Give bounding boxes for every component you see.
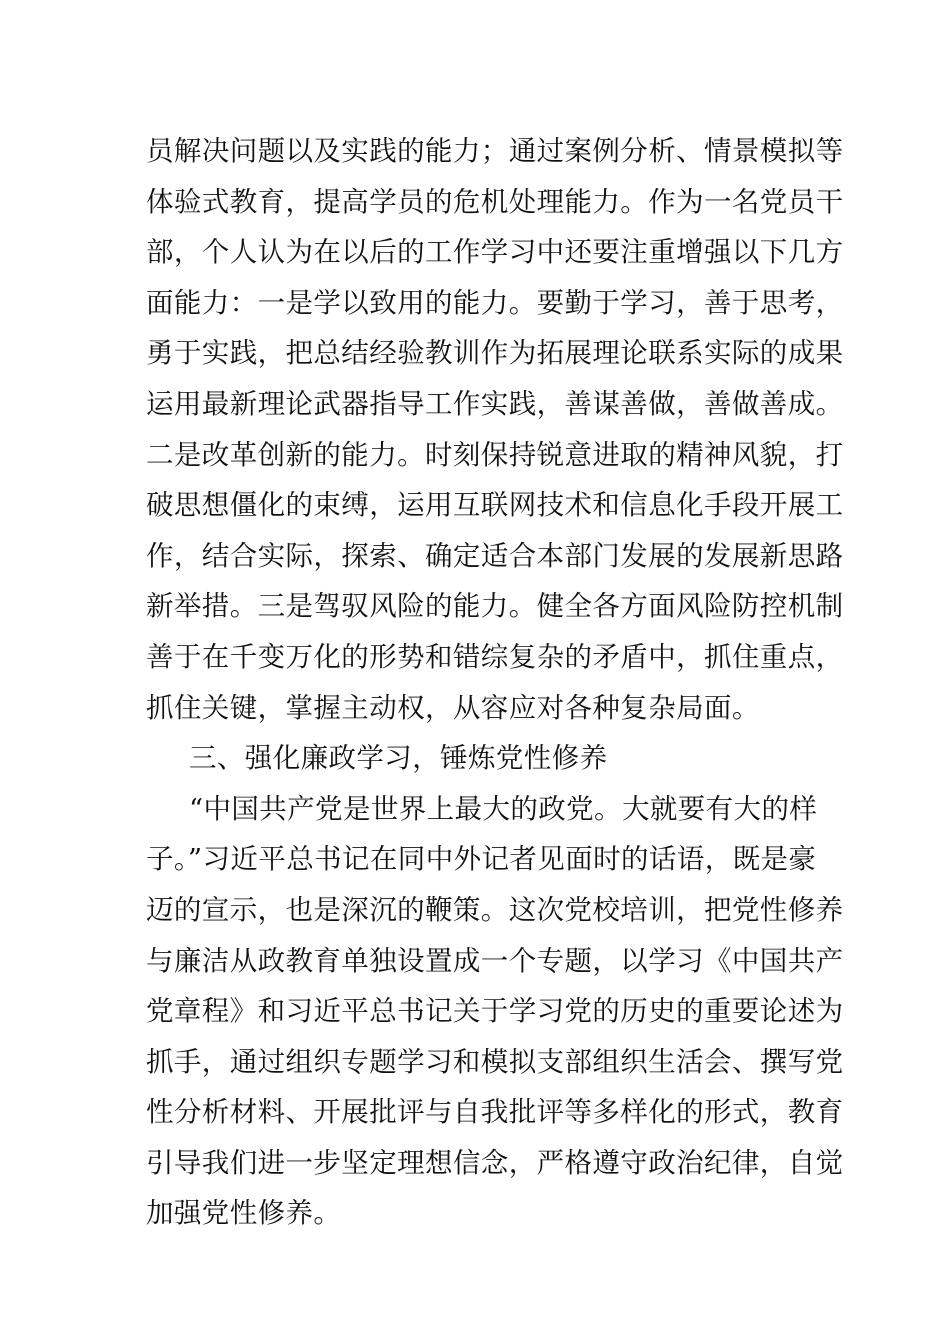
text-line: 迈的宣示，也是深沉的鞭策。这次党校培训，把党性修养 [146, 893, 844, 926]
text-line: 二是改革创新的能力。时刻保持锐意进取的精神风貌，打 [146, 438, 844, 471]
paragraph-2 [146, 784, 844, 1239]
text-line: 运用最新理论武器指导工作实践，善谋善做，善做善成。 [146, 387, 844, 420]
text-line: 新举措。三是驾驭风险的能力。健全各方面风险防控机制 [146, 590, 844, 623]
text-line: 性分析材料、开展批评与自我批评等多样化的形式，教育 [146, 1096, 844, 1129]
text-line: 抓手，通过组织专题学习和模拟支部组织生活会、撰写党 [146, 1045, 844, 1078]
text-line: 与廉洁从政教育单独设置成一个专题，以学习《中国共产 [146, 944, 844, 977]
text-line: 加强党性修养。 [146, 1197, 342, 1230]
text-line: 勇于实践，把总结经验教训作为拓展理论联系实际的成果 [146, 337, 844, 370]
paragraph-1 [146, 126, 844, 733]
text-line: 善于在千变万化的形势和错综复杂的矛盾中，抓住重点， [146, 640, 844, 673]
text-line: 作，结合实际，探索、确定适合本部门发展的发展新思路 [146, 539, 844, 572]
text-line: 员解决问题以及实践的能力；通过案例分析、情景模拟等 [146, 135, 844, 167]
text-line: 体验式教育，提高学员的危机处理能力。作为一名党员干 [146, 185, 844, 218]
document-body [146, 126, 844, 1239]
text-line: “中国共产党是世界上最大的政党。大就要有大的样 [189, 792, 818, 825]
text-line: 党章程》和习近平总书记关于学习党的历史的重要论述为 [146, 995, 844, 1028]
text-line: 子。”习近平总书记在同中外记者见面时的话语，既是豪 [146, 843, 817, 876]
section-heading: 三、强化廉政学习，锤炼党性修养 [189, 742, 608, 775]
text-line: 抓住关键，掌握主动权，从容应对各种复杂局面。 [146, 691, 760, 724]
text-line: 破思想僵化的束缚，运用互联网技术和信息化手段开展工 [146, 489, 844, 522]
text-line: 引导我们进一步坚定理想信念，严格遵守政治纪律，自觉 [146, 1146, 844, 1179]
text-line: 部，个人认为在以后的工作学习中还要注重增强以下几方 [146, 236, 844, 269]
text-line: 面能力：一是学以致用的能力。要勤于学习，善于思考， [146, 286, 844, 319]
